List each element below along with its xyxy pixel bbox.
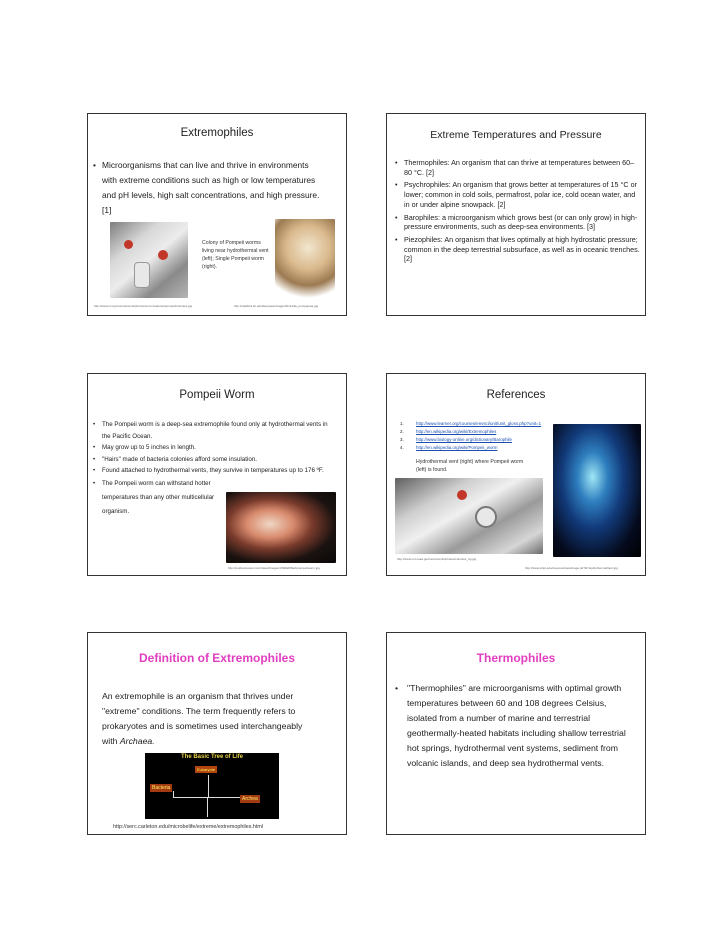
slide-pompeii-worm bbox=[87, 373, 347, 576]
worm-caption: Colony of Pompeii worms living near hydrothermal vent (left); Single Pompeii worm (right). bbox=[202, 240, 269, 270]
photo-credit-left: http://www.ncl.noaa.gov/vents/vents/photos/colonies_lrg.jpg bbox=[397, 557, 477, 561]
bullet-item: • Found attached to hydrothermal vents, they survive in temperatures up to 176 ºF. bbox=[93, 465, 333, 477]
reference-item: 2. http://en.wikipedia.org/wiki/Extremophiles bbox=[400, 429, 497, 434]
worm-colony-photo bbox=[110, 222, 188, 298]
tree-title: The Basic Tree of Life bbox=[180, 754, 244, 760]
slide-references bbox=[386, 373, 646, 576]
eukaryote-label: Eukaryote bbox=[197, 767, 216, 772]
bullet-item: • Psychrophiles: An organism that grows better at temperatures of 15 °C or lower; common in cold soils, permafrost, polar ice, cold ocean water, and in or under alpine snowpack. [2] bbox=[395, 180, 641, 209]
bullet-item: • Thermophiles: An organism that can thrive at temperatures between 60–80 °C. [2] bbox=[395, 158, 641, 177]
source-url: http://serc.carleton.edu/microbelife/extreme/extremophiles.html bbox=[113, 824, 264, 830]
slide-extreme-temperatures bbox=[386, 113, 646, 316]
reference-link[interactable]: http://en.wikipedia.org/wiki/Extremophiles bbox=[416, 429, 497, 434]
slide-title: References bbox=[486, 389, 546, 401]
photo-credit: http://outdoorpower.com/travel/images/UNDERSEA/pompeiiworm.jpg bbox=[228, 566, 320, 570]
bullet-item: • Piezophiles: An organism that lives optimally at high hydrostatic pressure; common in the deep terrestrial subsurface, as well as in oceanic trenches. [2] bbox=[395, 235, 641, 264]
pompeii-worm-photo bbox=[226, 492, 336, 563]
tree-of-life-diagram bbox=[145, 753, 279, 819]
worm-colony-photo bbox=[395, 478, 543, 554]
reference-item: 4. http://en.wikipedia.org/wiki/Pompeii_worm bbox=[400, 445, 498, 450]
vent-caption: Hydrothermal vent (right) where Pompeii worm (left) is found. bbox=[416, 459, 524, 473]
bullet-item: • Microorganisms that can live and thrive in environments with extreme conditions such as high or low temperatures and pH levels, high salt concentrations, and high pressure. [1] bbox=[93, 158, 323, 218]
bullet-item: • "Thermophiles" are microorganisms with optimal growth temperatures between 60 and 108 degrees Celsius, isolated from a number of marine and terrestrial geothermally-heated habitats including shallow terrestrial hot springs, hydrothermal vent systems, sediment from volcanic islands, and deep sea hydrothermal vents. bbox=[395, 681, 635, 771]
slide-extremophiles bbox=[87, 113, 347, 316]
slide-title: Extreme Temperatures and Pressure bbox=[430, 129, 602, 141]
bullet-item: • Barophiles: a microorganism which grows best (or can only grow) in high-pressure environments, such as deep-sea environments. [3] bbox=[395, 213, 641, 232]
reference-link[interactable]: http://www.biology-online.org/dictionary/Barophile bbox=[416, 437, 512, 442]
slide-thermophiles bbox=[386, 632, 646, 835]
single-worm-photo bbox=[275, 219, 335, 301]
slide-title: Thermophiles bbox=[476, 651, 556, 665]
bullet-item: • May grow up to 5 inches in length. bbox=[93, 442, 333, 454]
bullet-list bbox=[395, 681, 635, 771]
archea-label: Archea bbox=[242, 796, 258, 802]
archaea-term: Archaea. bbox=[119, 736, 155, 746]
reference-link[interactable]: http://www.learner.org/courses/envsci/unit/unit_gloss.php?unit=1 bbox=[416, 421, 542, 426]
slide-title: Definition of Extremophiles bbox=[138, 651, 295, 665]
photo-credit-right: http://www.whoi.edu/oceanus/viewImage.do?id=HydrothermalVent.jpg bbox=[525, 566, 618, 570]
bullet-item: • The Pompeii worm can withstand hotter temperatures than any other multicellular organism. bbox=[93, 477, 222, 519]
slide-title: Pompeii Worm bbox=[179, 389, 255, 401]
definition-body: An extremophile is an organism that thrives under "extreme" conditions. The term frequently refers to prokaryotes and is sometimes used interchangeably with bbox=[102, 691, 303, 746]
bullet-list bbox=[395, 158, 641, 264]
slide-definition bbox=[87, 632, 347, 835]
bullet-list bbox=[93, 158, 323, 218]
hydrothermal-vent-photo bbox=[553, 424, 641, 557]
bullet-item: • "Hairs" made of bacteria colonies afford some insulation. bbox=[93, 454, 333, 466]
bullet-item: • The Pompeii worm is a deep-sea extremophile found only at hydrothermal vents in the Pacific Ocean. bbox=[93, 419, 333, 442]
slide-title: Extremophiles bbox=[180, 127, 254, 139]
bacteria-label: Bacteria bbox=[152, 785, 171, 791]
reference-item: 1. http://www.learner.org/courses/envsci/unit/unit_gloss.php?unit=1 bbox=[400, 421, 542, 426]
photo-credit-left: http://www.ncl.gov/vents/vents/photos/vent-creatures/pompeii/colonies.jpg bbox=[94, 304, 193, 308]
reference-item: 3. http://www.biology-online.org/dictionary/Barophile bbox=[400, 437, 512, 442]
photo-credit-right: http://calabria.sh.edu/deepsea/images/Alvinella_pompejana.jpg bbox=[234, 304, 319, 308]
definition-text bbox=[102, 689, 320, 749]
reference-link[interactable]: http://en.wikipedia.org/wiki/Pompeii_worm bbox=[416, 445, 498, 450]
reference-list bbox=[400, 420, 550, 452]
